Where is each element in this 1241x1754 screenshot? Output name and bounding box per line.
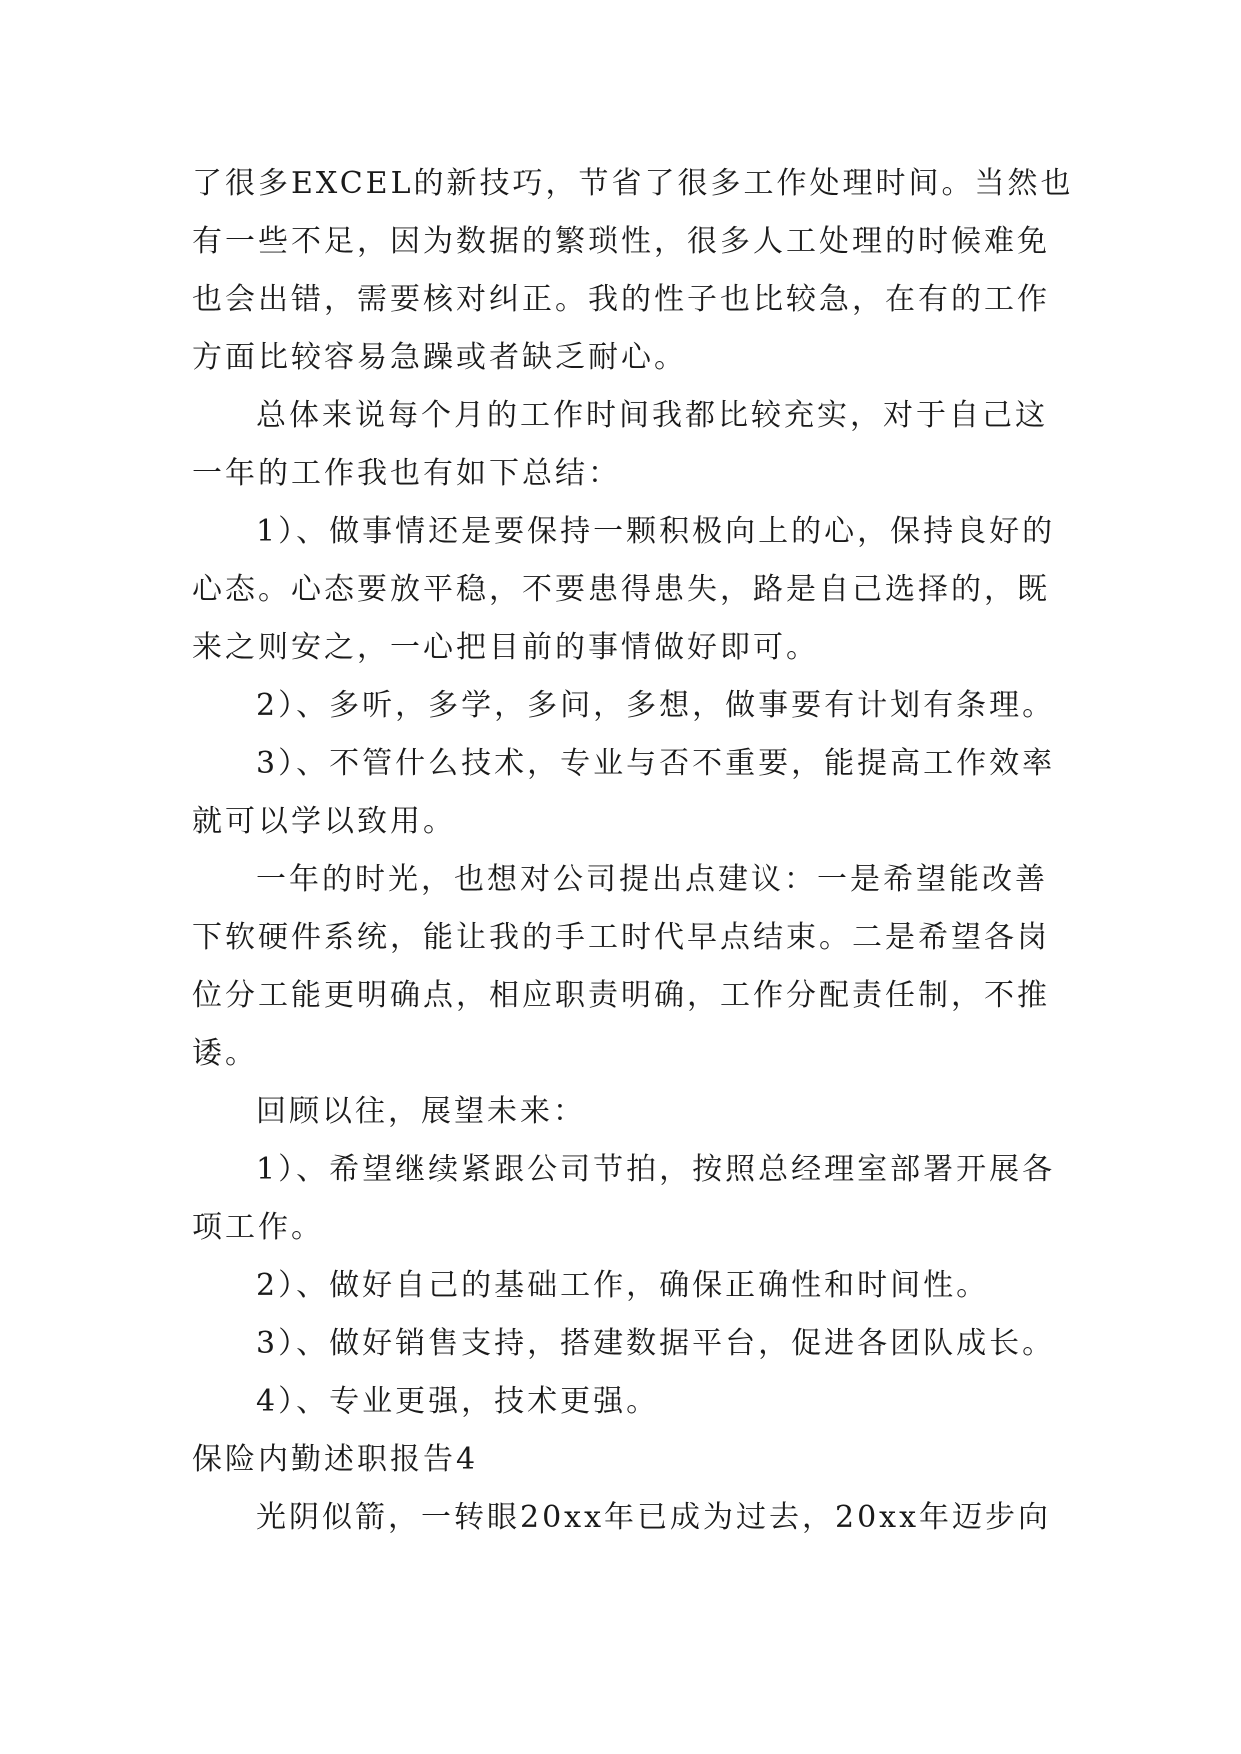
text-line: 诿。 [192, 1036, 258, 1071]
document-body [192, 155, 1074, 1547]
section-heading: 保险内勤述职报告4 [192, 1442, 479, 1477]
text-line: 下软硬件系统，能让我的手工时代早点结束。二是希望各岗 [192, 920, 1050, 955]
text-line: 项工作。 [192, 1210, 324, 1245]
text-line: 有一些不足，因为数据的繁琐性，很多人工处理的时候难免 [192, 224, 1050, 259]
list-item-start: 1）、做事情还是要保持一颗积极向上的心，保持良好的 [256, 514, 1056, 549]
paragraph-start: 总体来说每个月的工作时间我都比较充实，对于自己这 [256, 398, 1048, 433]
text-line: 了很多EXCEL的新技巧，节省了很多工作处理时间。当然也 [192, 166, 1074, 201]
text-line: 也会出错，需要核对纠正。我的性子也比较急，在有的工作 [192, 282, 1050, 317]
text-line: 就可以学以致用。 [192, 804, 456, 839]
paragraph-start: 一年的时光，也想对公司提出点建议：一是希望能改善 [256, 862, 1048, 897]
list-item-start: 3）、不管什么技术，专业与否不重要，能提高工作效率 [256, 746, 1056, 781]
list-item-start: 2）、做好自己的基础工作，确保正确性和时间性。 [256, 1268, 990, 1303]
list-item-start: 1）、希望继续紧跟公司节拍，按照总经理室部署开展各 [256, 1152, 1056, 1187]
text-line: 来之则安之，一心把目前的事情做好即可。 [192, 630, 819, 665]
list-item-start: 2）、多听，多学，多问，多想，做事要有计划有条理。 [256, 688, 1056, 723]
text-line: 心态。心态要放平稳，不要患得患失，路是自己选择的，既 [192, 572, 1050, 607]
list-item-start: 4）、专业更强，技术更强。 [256, 1384, 660, 1419]
list-item-start: 3）、做好销售支持，搭建数据平台，促进各团队成长。 [256, 1326, 1056, 1361]
paragraph-start: 回顾以往，展望未来： [256, 1094, 586, 1129]
text-line: 一年的工作我也有如下总结： [192, 456, 621, 491]
text-line: 方面比较容易急躁或者缺乏耐心。 [192, 340, 687, 375]
paragraph-start: 光阴似箭，一转眼20xx年已成为过去，20xx年迈步向 [256, 1500, 1052, 1535]
text-line: 位分工能更明确点，相应职责明确，工作分配责任制，不推 [192, 978, 1050, 1013]
